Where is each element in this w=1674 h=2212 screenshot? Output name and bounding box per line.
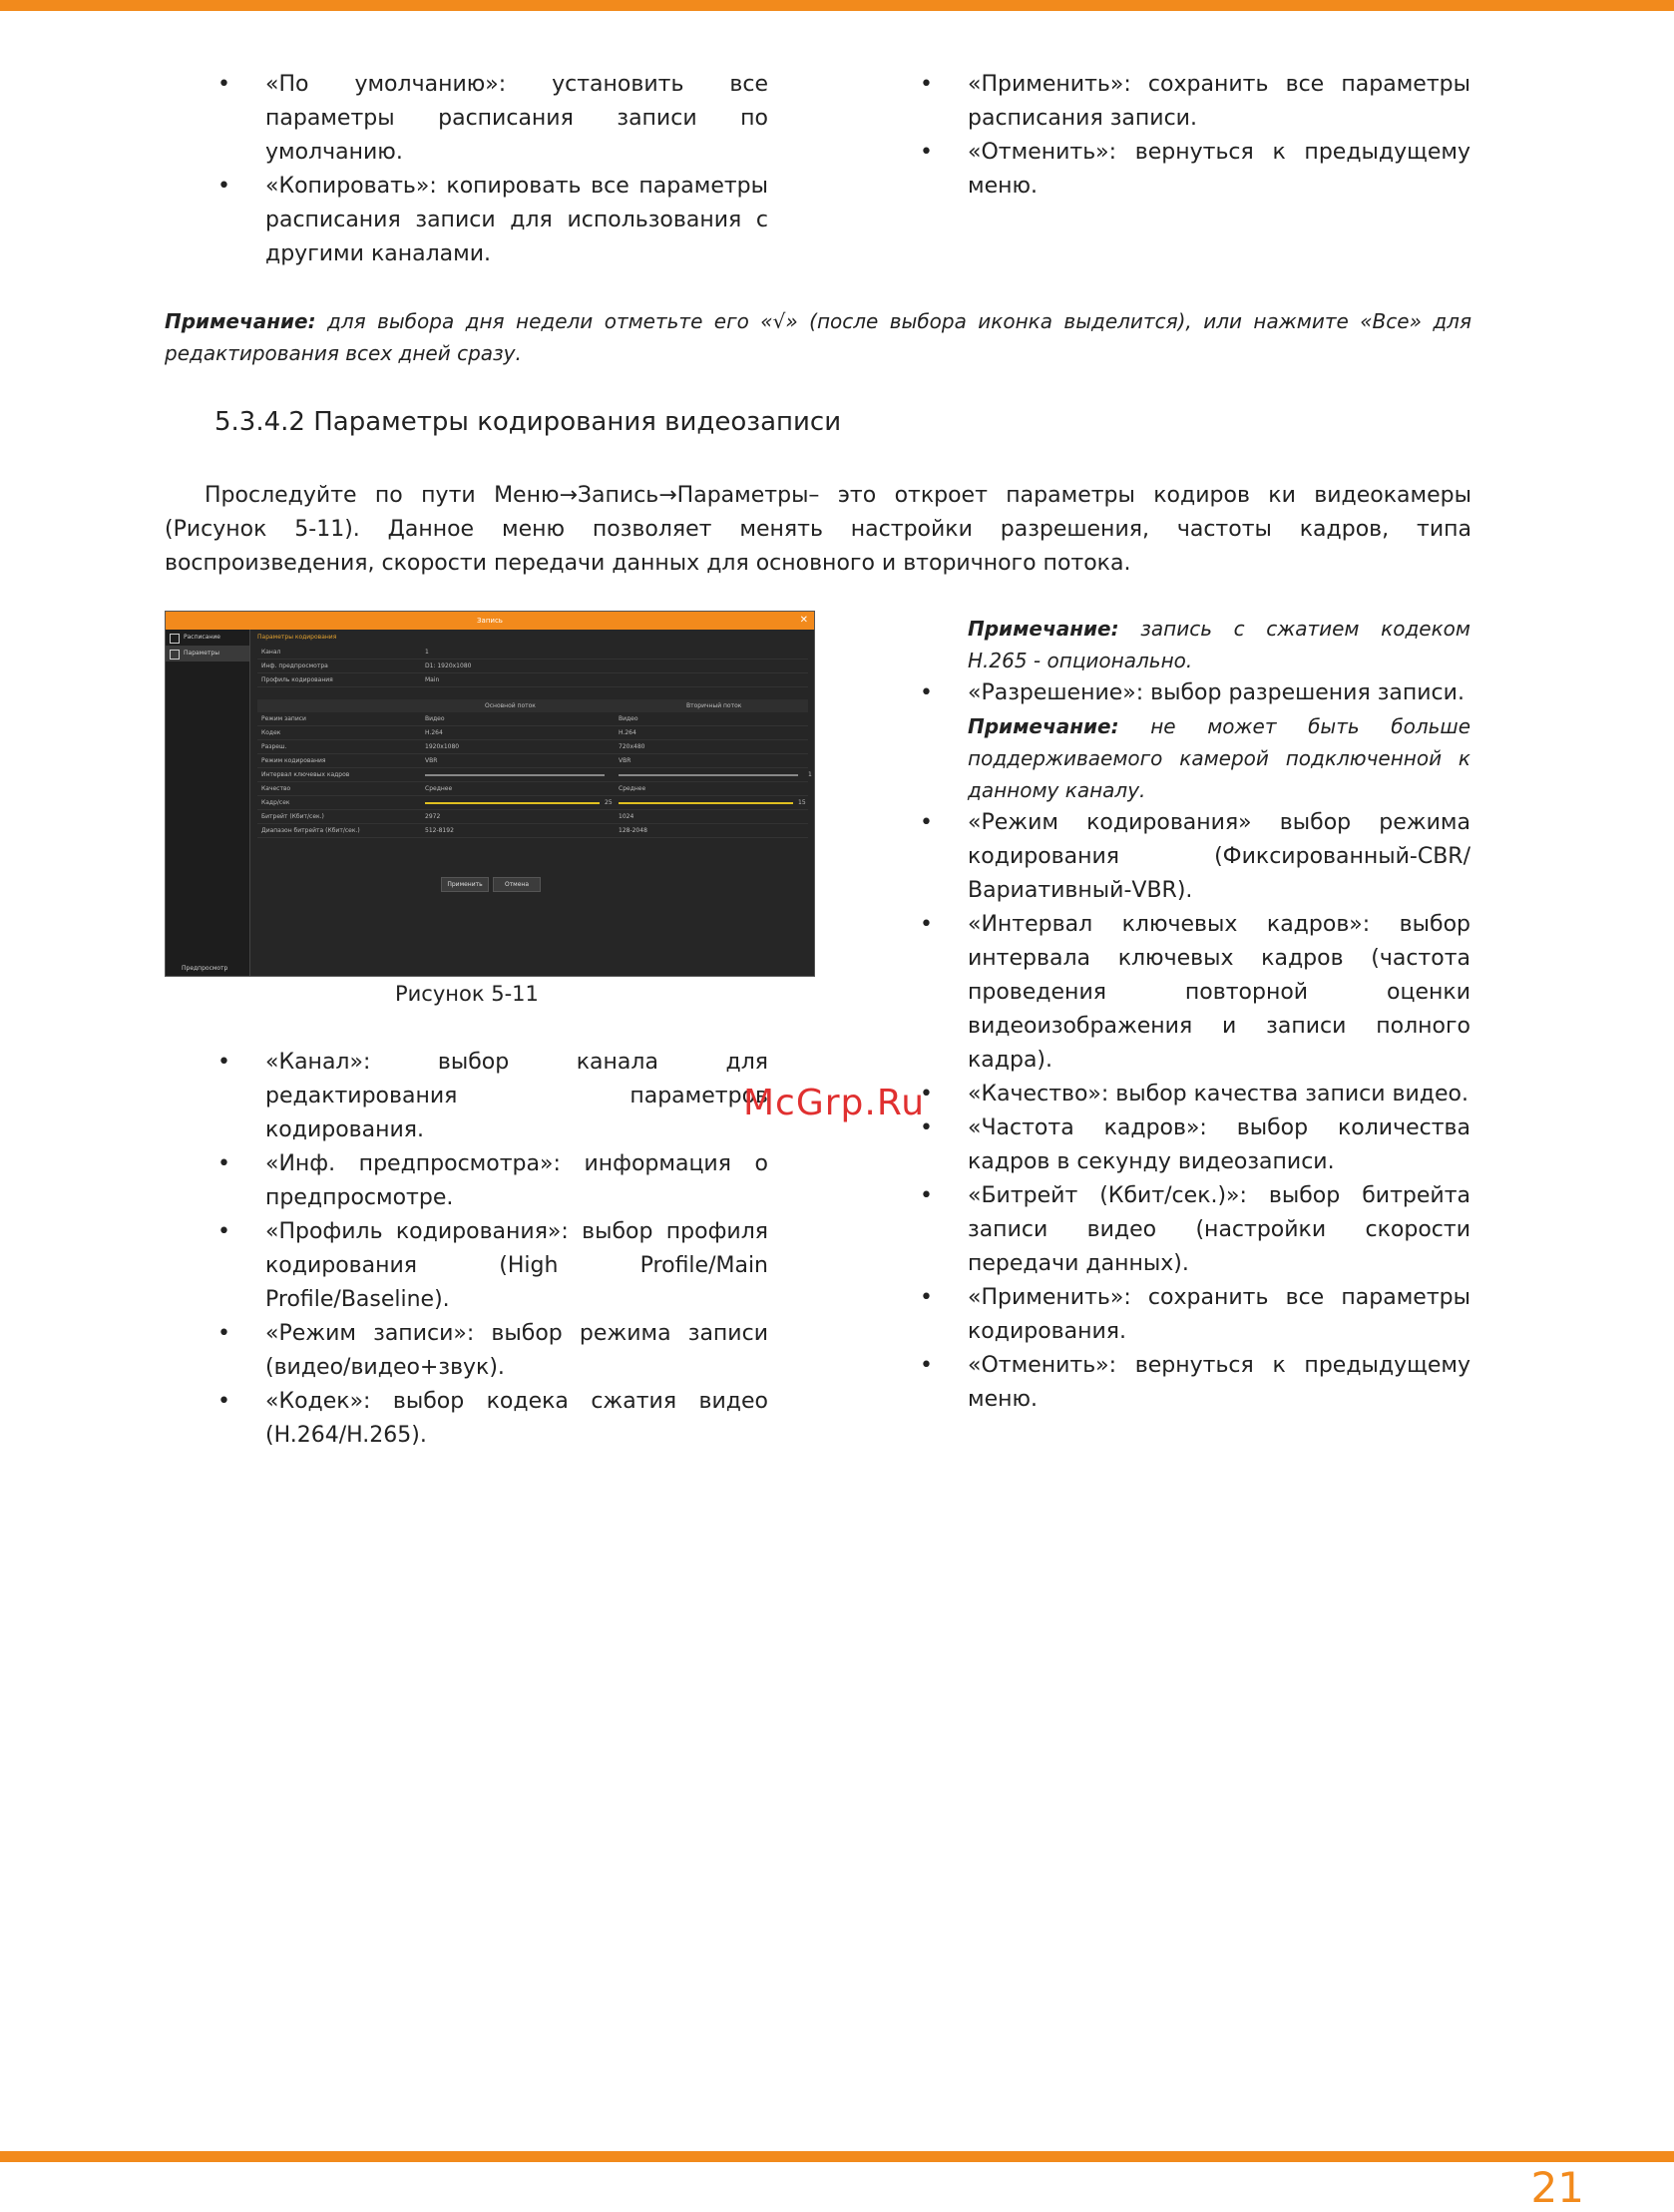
figure-row: Канал 1 xyxy=(257,646,808,660)
figure-row: Диапазон битрейта (Кбит/сек.) 512-8192 128-2048 xyxy=(257,824,808,838)
list-item: • «Частота кадров»: выбор количества кадров в секунду видеозаписи. xyxy=(912,1111,1470,1179)
figure-row: Интервал ключевых кадров 1 xyxy=(257,768,808,782)
figure-row: Качество Среднее Среднее xyxy=(257,782,808,796)
figure-titlebar xyxy=(166,612,814,630)
cancel-button: Отмена xyxy=(493,877,541,892)
list-item: • «Профиль кодирования»: выбор профиля кодирования (High Profile/Main Profile/Baseline). xyxy=(209,1215,768,1317)
resolution-note: Примечание: не может быть больше поддерживаемого камерой подключенной к данному каналу. xyxy=(968,714,1470,802)
watermark: McGrp.Ru xyxy=(743,1083,926,1123)
top-left-list xyxy=(209,68,768,271)
figure-row: Разреш. 1920x1080 720x480 xyxy=(257,740,808,754)
list-item: • «Интервал ключевых кадров»: выбор интервала ключевых кадров (частота проведения повторной оценки видеоизображения и записи полного кадра). xyxy=(912,908,1470,1078)
figure-caption: Рисунок 5-11 xyxy=(395,982,539,1006)
figure-stream-header: Основной поток Вторичный поток xyxy=(257,699,808,712)
apply-button: Применить xyxy=(441,877,489,892)
note-label: Примечание: xyxy=(165,309,316,333)
figure-sidebar xyxy=(166,630,250,976)
codec-note: Примечание: запись с сжатием кодеком H.265 - опционально. xyxy=(968,617,1470,672)
intro-paragraph: Проследуйте по пути Меню→Запись→Параметры– это откроет параметры кодиров ки видеокамеры (Рисунок 5-11). Данное меню позволяет менять настройки разрешения, частоты кадров, типа воспроизведения, скорости передачи данных для основного и вторичного потока. xyxy=(165,483,1471,576)
encoding-settings-screenshot xyxy=(165,611,815,977)
schedule-note xyxy=(165,305,1471,369)
list-item: • «Инф. предпросмотра»: информация о предпросмотре. xyxy=(209,1147,768,1215)
list-item: • «Применить»: сохранить все параметры расписания записи. xyxy=(912,68,1470,136)
settings-icon xyxy=(170,650,180,660)
bottom-left-list xyxy=(209,1046,768,1453)
figure-row: Профиль кодирования Main xyxy=(257,673,808,687)
right-column xyxy=(912,613,1470,1417)
figure-buttons xyxy=(441,877,545,892)
list-item: • «Разрешение»: выбор разрешения записи. Примечание: не может быть больше поддерживаемого камерой подключенной к данному каналу. xyxy=(912,676,1470,806)
figure-row: Режим записи Видео Видео xyxy=(257,712,808,726)
list-item: • «Канал»: выбор канала для редактирования параметров кодирования. xyxy=(209,1046,768,1147)
figure-title: Запись xyxy=(477,617,503,625)
figure-row: Инф. предпросмотра D1: 1920x1080 xyxy=(257,660,808,673)
figure-section-title: Параметры кодирования xyxy=(257,634,337,641)
note-text: для выбора дня недели отметьте его «√» (после выбора иконка выделится), или нажмите «Все» для редактирования всех дней сразу. xyxy=(165,309,1471,365)
bottom-accent-bar xyxy=(0,2151,1674,2162)
list-item: • «Применить»: сохранить все параметры кодирования. xyxy=(912,1281,1470,1349)
list-item: • «Режим записи»: выбор режима записи (видео/видео+звук). xyxy=(209,1317,768,1385)
sidebar-preview: Предпросмотр xyxy=(182,965,228,972)
figure-row: Кадр/сек 25 15 xyxy=(257,796,808,810)
calendar-icon xyxy=(170,634,180,644)
list-item: • «Кодек»: выбор кодека сжатия видео (H.264/H.265). xyxy=(209,1385,768,1453)
page-number: 21 xyxy=(1530,2163,1584,2212)
list-item: • «Качество»: выбор качества записи видео. xyxy=(912,1078,1470,1111)
section-heading: 5.3.4.2 Параметры кодирования видеозаписи xyxy=(214,407,842,437)
list-item: • «Отменить»: вернуться к предыдущему меню. xyxy=(912,136,1470,204)
close-icon: ✕ xyxy=(799,615,808,626)
top-accent-bar xyxy=(0,0,1674,11)
list-item: • «Отменить»: вернуться к предыдущему меню. xyxy=(912,1349,1470,1417)
list-item: • «Режим кодирования» выбор режима кодирования (Фиксированный-CBR/Вариативный-VBR). xyxy=(912,806,1470,908)
figure-main-panel xyxy=(251,630,814,976)
sidebar-item-schedule: Расписание xyxy=(166,630,249,646)
list-item: • «Копировать»: копировать все параметры расписания записи для использования с другими каналами. xyxy=(209,170,768,271)
list-item: • «По умолчанию»: установить все параметры расписания записи по умолчанию. xyxy=(209,68,768,170)
figure-row: Битрейт (Кбит/сек.) 2972 1024 xyxy=(257,810,808,824)
figure-row: Режим кодирования VBR VBR xyxy=(257,754,808,768)
figure-row: Кодек H.264 H.264 xyxy=(257,726,808,740)
sidebar-item-parameters: Параметры xyxy=(166,646,249,662)
list-item: • «Битрейт (Кбит/сек.)»: выбор битрейта записи видео (настройки скорости передачи данных). xyxy=(912,1179,1470,1281)
top-right-list xyxy=(912,68,1470,204)
